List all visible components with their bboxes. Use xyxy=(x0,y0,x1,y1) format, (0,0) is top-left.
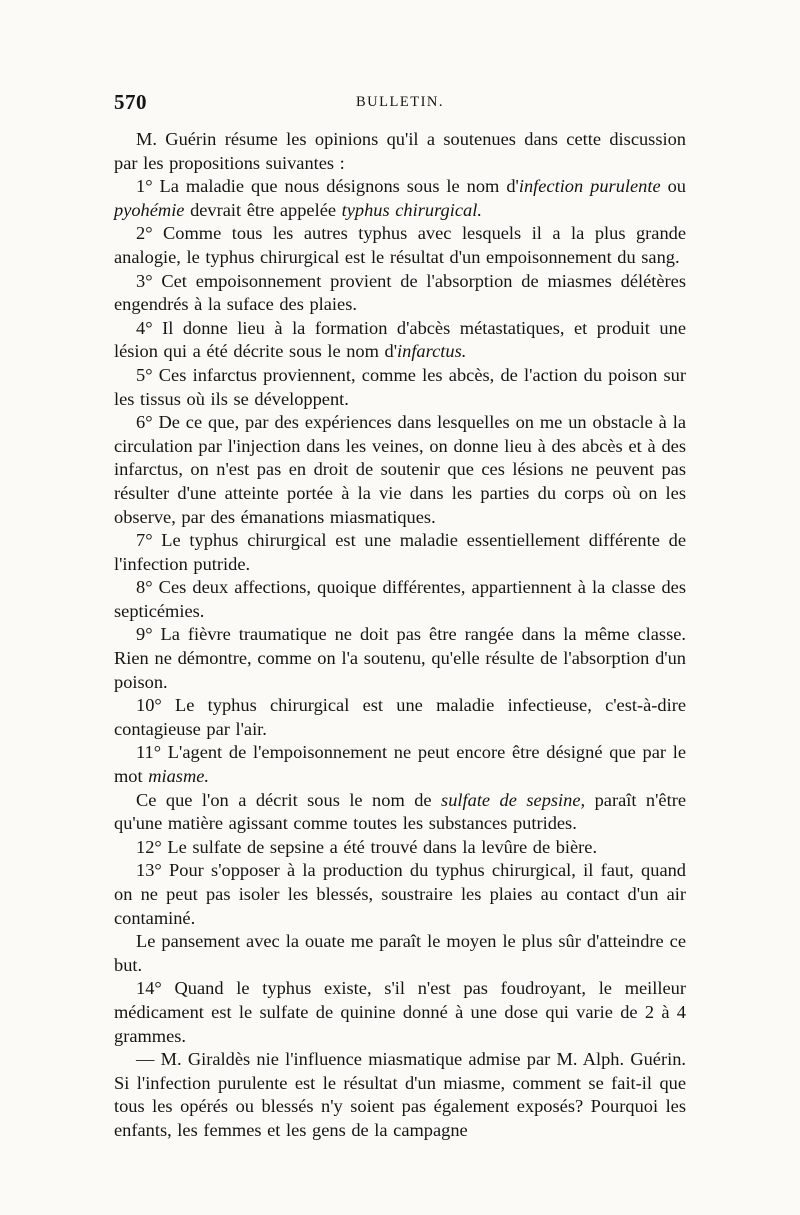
paragraph: — M. Giraldès nie l'influence miasmatique admise par M. Alph. Guérin. Si l'infection purulente est le résultat d'un miasme, comment se fait-il que tous les opérés ou blessés n'y soient pas également exposés? Pourquoi les enfants, les femmes et les gens de la campagne xyxy=(114,1049,686,1140)
paragraph: 5° Ces infarctus proviennent, comme les abcès, de l'action du poison sur les tissus où ils se développent. xyxy=(114,364,686,409)
italic-term: infarctus. xyxy=(397,341,467,362)
paragraph: 9° La fièvre traumatique ne doit pas être rangée dans la même classe. Rien ne démontre, comme on l'a soutenu, qu'elle résulte de l'absorption d'un poison. xyxy=(114,624,686,692)
paragraph: 8° Ces deux affections, quoique différentes, appartiennent à la classe des septicémies. xyxy=(114,577,686,621)
paragraph: M. Guérin résume les opinions qu'il a soutenues dans cette discussion par les propositions suivantes : xyxy=(114,129,686,173)
paragraph: Le pansement avec la ouate me paraît le moyen le plus sûr d'atteindre ce but. xyxy=(114,931,686,975)
paragraph: 2° Comme tous les autres typhus avec lesquels il a la plus grande analogie, le typhus chirurgical est le résultat d'un empoisonnement du sang. xyxy=(114,223,686,267)
paragraph: 7° Le typhus chirurgical est une maladie essentiellement différente de l'infection putride. xyxy=(114,530,686,574)
paragraph: 12° Le sulfate de sepsine a été trouvé dans la levûre de bière. xyxy=(136,836,598,857)
paragraph: 6° De ce que, par des expériences dans lesquelles on me un obstacle à la circulation par l'injection dans les veines, on donne lieu à des abcès et à des infarctus, on n'est pas en droit de soutenir que ces lésions ne peuvent pas résulter d'une atteinte portée à la vie dans les parties du corps où on les observe, par des émanations miasmatiques. xyxy=(114,412,686,527)
italic-term: miasme. xyxy=(148,766,210,787)
paragraph: 11° L'agent de l'empoisonnement ne peut encore être désigné que par le mot miasme. xyxy=(114,742,686,787)
page-number: 570 xyxy=(114,90,147,114)
paragraph: 4° Il donne lieu à la formation d'abcès métastatiques, et produit une lésion qui a été décrite sous le nom d'infarctus. xyxy=(114,317,686,362)
paragraph: 14° Quand le typhus existe, s'il n'est pas foudroyant, le meilleur médicament est le sulfate de quinine donné à une dose qui varie de 2 à 4 grammes. xyxy=(114,978,686,1046)
paragraph: Ce que l'on a décrit sous le nom de sulfate de sepsine, paraît n'être qu'une matière agissant comme toutes les substances putrides. xyxy=(114,789,686,834)
page-header xyxy=(114,90,686,128)
italic-term: infection purulente xyxy=(518,176,661,197)
document-page xyxy=(114,90,686,1143)
paragraph: 3° Cet empoisonnement provient de l'absorption de miasmes délétères engendrés à la suface des plaies. xyxy=(114,270,686,315)
running-title: BULLETIN. xyxy=(356,94,444,110)
paragraph: 1° La maladie que nous désignons sous le nom d'infection purulente ou pyohémie devrait être appelée typhus chirurgical. xyxy=(114,176,686,220)
paragraph: 13° Pour s'opposer à la production du typhus chirurgical, il faut, quand on ne peut pas isoler les blessés, soustraire les plaies au contact d'un air contaminé. xyxy=(114,860,686,928)
italic-term: sulfate de sepsine, xyxy=(441,789,586,810)
paragraph: 10° Le typhus chirurgical est une maladie infectieuse, c'est-à-dire contagieuse par l'air. xyxy=(114,695,686,739)
italic-term: typhus chirurgical. xyxy=(341,199,482,220)
body-text xyxy=(114,128,686,1143)
italic-term: pyohémie xyxy=(114,199,185,220)
